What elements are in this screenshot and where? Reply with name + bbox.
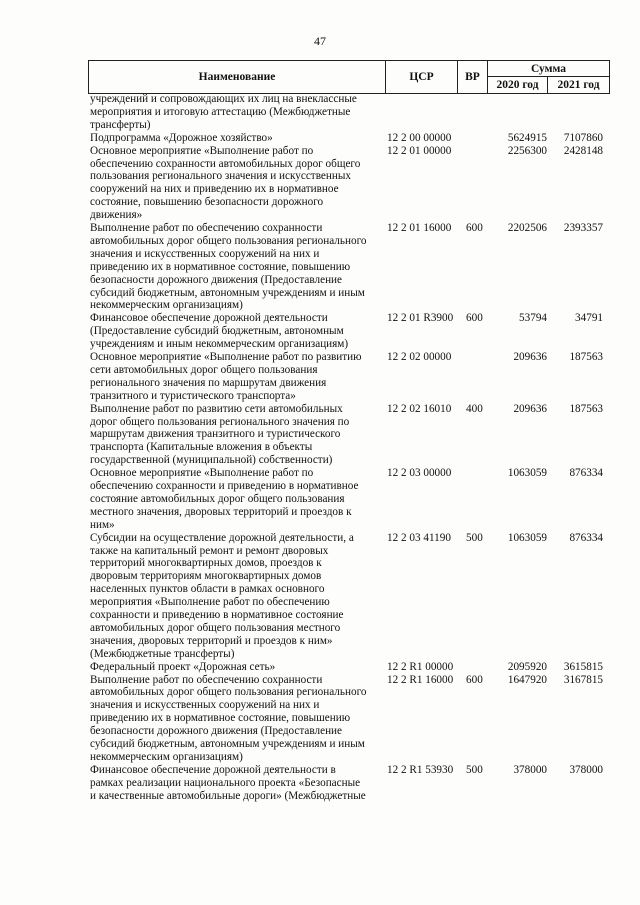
row-sum-2021: 3615815: [563, 660, 603, 673]
page-number: 47: [314, 34, 326, 48]
row-name-line: территорий многоквартирных домов, проездов к: [90, 557, 322, 570]
row-name-line: значения и искусственных сооружений на них и: [90, 247, 320, 260]
row-name: [90, 467, 382, 532]
row-csr: 12 2 03 00000: [387, 467, 452, 480]
row-sum-2021: 187563: [569, 351, 603, 363]
row-name-line: значения и искусственных сооружений на них и: [90, 699, 320, 712]
row-name-line: государственной (муниципальной) собственности): [90, 454, 333, 467]
row-name-line: сооружений на них и приведению их в нормативное: [90, 183, 339, 196]
row-name-line: учреждениям и иным некоммерческим организациям): [90, 338, 349, 351]
table-header: [88, 60, 610, 94]
row-name-line: учреждений и сопровождающих их лиц на внеклассные: [90, 93, 357, 105]
row-name: [90, 674, 382, 764]
row-vr: 600: [466, 312, 483, 325]
header-sum: Сумма: [488, 61, 609, 77]
row-csr: 12 2 01 R3900: [387, 312, 454, 325]
row-name-line: (Межбюджетные трансферты): [90, 647, 235, 660]
row-name-line: Подпрограмма «Дорожное хозяйство»: [90, 131, 273, 144]
row-sum-2021: 34791: [575, 312, 603, 325]
row-csr: 12 2 02 16010: [387, 402, 452, 415]
row-csr: 12 2 01 16000: [387, 222, 452, 234]
row-name-line: приведению их в нормативное состояние, повышению: [90, 712, 351, 725]
row-name-line: дорог общего пользования регионального значения по: [90, 415, 350, 428]
row-vr: 500: [466, 531, 483, 544]
row-name-line: также на капитальный ремонт и ремонт дворовых: [90, 544, 329, 557]
row-sum-2020: 1063059: [507, 531, 547, 544]
row-name-line: приведению их в нормативное состояние, повышению: [90, 260, 351, 273]
row-sum-2021: 7107860: [563, 131, 603, 144]
row-vr: 600: [466, 673, 483, 686]
row-sum-2021: 378000: [569, 763, 603, 776]
row-name: [90, 532, 382, 661]
row-name-line: значения, дворовых территорий и проездов к ним»: [90, 634, 333, 647]
row-sum-2021: 876334: [569, 467, 603, 480]
header-year-2021: 2021 год: [557, 79, 600, 91]
row-name-line: автомобильных дорог общего пользования регионального: [90, 686, 367, 699]
row-name-line: и качественные автомобильные дороги» (Межбюджетные: [90, 789, 366, 802]
row-name-line: ним»: [90, 518, 115, 531]
row-sum-2021: 876334: [569, 531, 603, 544]
row-name-line: транзитного и туристического транспорта»: [90, 389, 296, 402]
row-csr: 12 2 00 00000: [387, 131, 452, 144]
header-csr: ЦСР: [386, 61, 458, 93]
row-name-line: Субсидии на осуществление дорожной деятельности, а: [90, 531, 354, 544]
row-name-line: Основное мероприятие «Выполнение работ по: [90, 144, 314, 157]
row-sum-2020: 2202506: [507, 222, 547, 234]
header-name: Наименование: [89, 61, 386, 93]
row-sum-2020: 209636: [513, 402, 547, 415]
row-name-line: Финансовое обеспечение дорожной деятельности в: [90, 763, 336, 776]
row-vr: 600: [466, 222, 483, 234]
row-name-line: мероприятия «Выполнение работ по обеспечению: [90, 596, 330, 609]
row-name-line: Выполнение работ по обеспечению сохранности: [90, 222, 323, 234]
row-name-line: дворовым территориям многоквартирных домов: [90, 570, 322, 583]
header-vr: ВР: [458, 61, 488, 93]
row-name-line: мероприятия и итоговую аттестацию (Межбюджетные: [90, 105, 351, 118]
row-name-line: безопасности дорожного движения (Предоставление: [90, 725, 343, 738]
row-name-line: регионального значения по маршрутам движения: [90, 376, 327, 389]
row-name: [90, 661, 382, 674]
row-csr: 12 2 01 00000: [387, 144, 452, 157]
row-csr: 12 2 03 41190: [387, 531, 451, 544]
row-sum-2020: 1063059: [507, 467, 547, 480]
row-vr: 400: [466, 402, 483, 415]
row-name-line: (Предоставление субсидий бюджетным, автономным: [90, 325, 344, 338]
row-name-line: транспорта (Капитальные вложения в объекты: [90, 441, 313, 454]
row-name-line: субсидий бюджетным, автономным учреждениям и иным: [90, 286, 365, 299]
row-name-line: Основное мероприятие «Выполнение работ по: [90, 467, 314, 480]
row-name-line: населенных пунктов области в рамках основного: [90, 583, 325, 596]
row-name-line: Выполнение работ по развитию сети автомобильных: [90, 402, 343, 415]
row-name: [90, 93, 382, 132]
row-name: [90, 764, 382, 803]
row-name: [90, 132, 382, 145]
row-name-line: автомобильных дорог общего пользования регионального: [90, 234, 367, 247]
row-sum-2021: 3167815: [563, 673, 603, 686]
row-name-line: Финансовое обеспечение дорожной деятельности: [90, 312, 328, 325]
row-name-line: некоммерческим организациям): [90, 299, 243, 312]
row-sum-2020: 2095920: [507, 660, 547, 673]
row-csr: 12 2 R1 16000: [387, 673, 454, 686]
row-name-line: состояние, повышению безопасности дорожного: [90, 196, 324, 209]
row-name-line: обеспечению сохранности и приведению в нормативное: [90, 480, 359, 492]
row-name-line: обеспечению сохранности автомобильных дорог общего: [90, 157, 361, 170]
row-name-line: сети автомобильных дорог общего пользования: [90, 363, 318, 376]
row-vr: 500: [466, 763, 483, 776]
row-name: [90, 145, 382, 222]
row-name: [90, 403, 382, 468]
row-name-line: состояние автомобильных дорог общего пользования: [90, 492, 345, 505]
row-name-line: субсидий бюджетным, автономным учреждениям и иным: [90, 738, 365, 751]
row-name-line: трансферты): [90, 118, 151, 131]
row-name-line: сохранности и приведению в нормативное состояние: [90, 609, 344, 622]
row-sum-2021: 187563: [569, 402, 603, 415]
row-csr: 12 2 02 00000: [387, 351, 452, 363]
row-name-line: Федеральный проект «Дорожная сеть»: [90, 660, 276, 673]
row-sum-2021: 2428148: [563, 144, 603, 157]
row-sum-2021: 2393357: [563, 222, 603, 234]
row-name: [90, 222, 382, 312]
row-name-line: автомобильных дорог общего пользования местного: [90, 621, 341, 634]
row-sum-2020: 2256300: [507, 144, 547, 157]
row-name-line: рамках реализации национального проекта «Безопасные: [90, 776, 361, 789]
row-sum-2020: 5624915: [507, 131, 547, 144]
header-year-2020: 2020 год: [488, 77, 548, 93]
row-name-line: Основное мероприятие «Выполнение работ по развитию: [90, 351, 362, 363]
row-name: [90, 312, 382, 351]
row-csr: 12 2 R1 53930: [387, 763, 454, 776]
row-name: [90, 351, 382, 403]
row-name-line: некоммерческим организациям): [90, 750, 243, 763]
row-csr: 12 2 R1 00000: [387, 660, 454, 673]
row-name-line: маршрутам движения транзитного и туристического: [90, 428, 341, 441]
row-name-line: движения»: [90, 209, 143, 222]
row-name-line: безопасности дорожного движения (Предоставление: [90, 273, 343, 286]
row-name-line: пользования регионального значения и искусственных: [90, 170, 351, 183]
row-sum-2020: 53794: [519, 312, 547, 325]
row-name-line: Выполнение работ по обеспечению сохранности: [90, 673, 323, 686]
row-sum-2020: 209636: [513, 351, 547, 363]
row-sum-2020: 378000: [513, 763, 547, 776]
row-sum-2020: 1647920: [507, 673, 547, 686]
row-name-line: местного значения, дворовых территорий и проездов к: [90, 505, 352, 518]
